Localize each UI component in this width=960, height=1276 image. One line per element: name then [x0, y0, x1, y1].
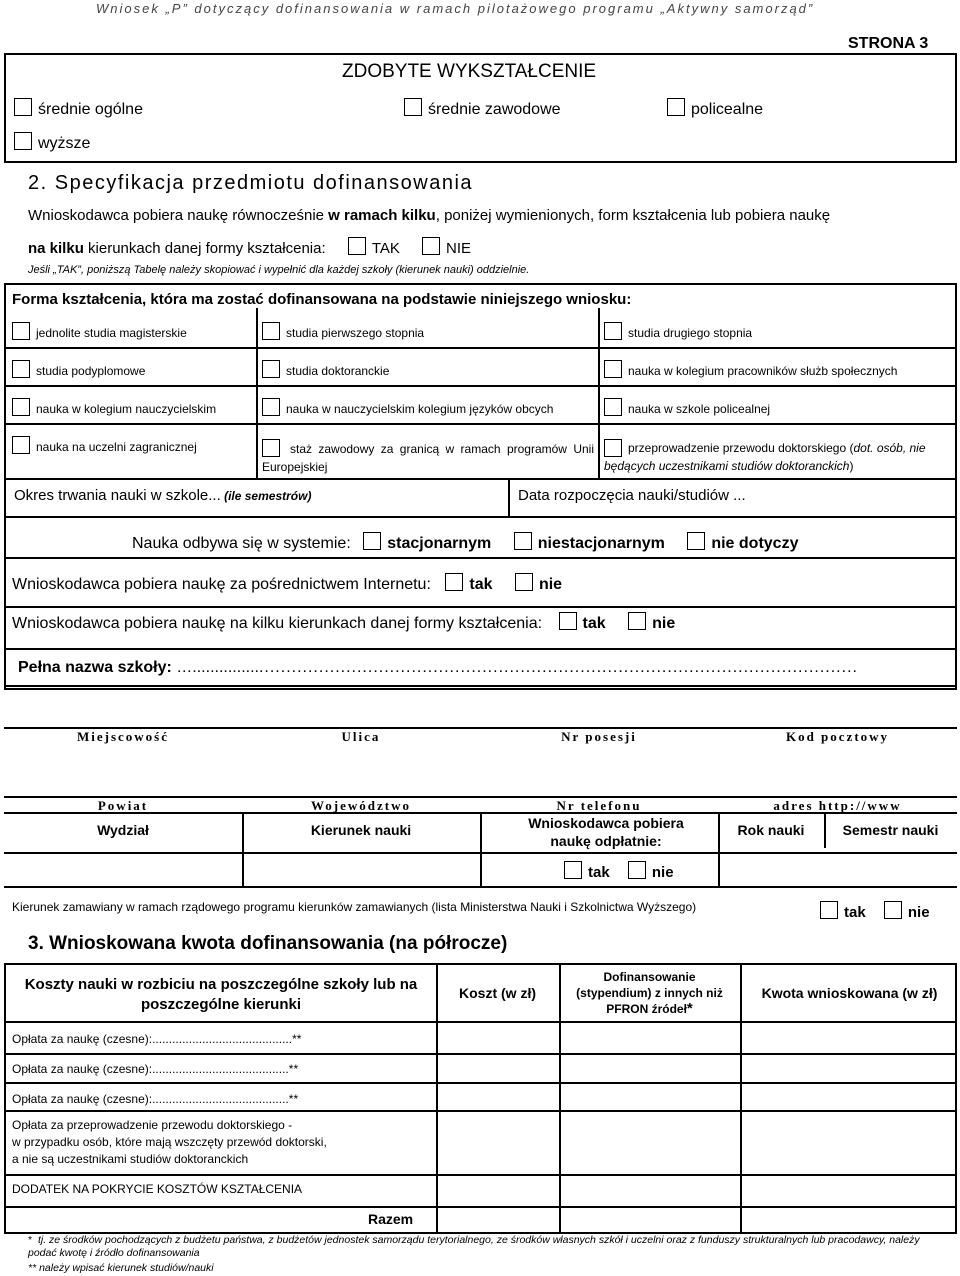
system-option-stacjonarnym[interactable]: stacjonarnym [363, 535, 491, 552]
internet-no[interactable]: nie [515, 576, 562, 593]
fee-row-3[interactable]: Opłata za naukę (czesne):.........................................** [12, 1092, 299, 1106]
nie-option[interactable]: NIE [422, 240, 471, 257]
kilku-no[interactable]: nie [628, 615, 675, 632]
forma-option-12[interactable]: przeprowadzenie przewodu doktorskiego (dot. osób, nie będących uczestnikami studiów doktoranckich) [604, 441, 926, 473]
internet-row: Wnioskodawca pobiera naukę za pośrednictwem Internetu: tak nie [12, 576, 562, 594]
checkbox-icon[interactable] [262, 322, 280, 340]
forma-option-1[interactable]: jednolite studia magisterskie [12, 325, 187, 343]
forma-title: Forma kształcenia, która ma zostać dofinansowana na podstawie niniejszego wniosku: [12, 291, 632, 308]
running-header: Wniosek „P” dotyczący dofinansowania w ramach pilotażowego programu „Aktywny samorząd” [96, 1, 815, 16]
forma-option-6[interactable]: nauka w kolegium pracowników służb społecznych [604, 363, 897, 381]
checkbox-icon[interactable] [559, 612, 577, 630]
paid-yes[interactable]: tak [564, 864, 610, 881]
zamawiany-no[interactable]: nie [884, 904, 930, 921]
checkbox-icon[interactable] [14, 98, 32, 116]
checkbox-icon[interactable] [12, 322, 30, 340]
zamawiany-yes[interactable]: tak [820, 904, 866, 921]
details-table: Wydział Kierunek nauki Wnioskodawca pobiera naukę odpłatnie: Rok nauki Semestr nauki tak nie [4, 812, 957, 888]
fee-row-doctoral[interactable]: Opłata za przeprowadzenie przewodu doktorskiego - w przypadku osób, które mają wszczęty przewód doktorski, a nie są uczestnikami studiów doktoranckich [12, 1118, 327, 1166]
checkbox-icon[interactable] [262, 360, 280, 378]
forma-frame [4, 283, 957, 687]
checkbox-icon[interactable] [628, 861, 646, 879]
education-option-wyzsze[interactable]: wyższe [14, 135, 90, 153]
tak-option[interactable]: TAK [348, 240, 400, 257]
checkbox-icon[interactable] [12, 360, 30, 378]
internet-yes[interactable]: tak [445, 576, 492, 593]
forma-option-4[interactable]: studia podyplomowe [12, 363, 145, 381]
checkbox-icon[interactable] [564, 861, 582, 879]
checkbox-icon[interactable] [404, 98, 422, 116]
zamawiany-row: Kierunek zamawiany w ramach rządowego programu kierunków zamawianych (lista Ministerstwa Nauki i Szkolnictwa Wyższego) tak nie [12, 900, 930, 921]
forma-option-5[interactable]: studia doktoranckie [262, 363, 389, 381]
dodatek-row[interactable]: DODATEK NA POKRYCIE KOSZTÓW KSZTAŁCENIA [12, 1182, 303, 1196]
checkbox-icon[interactable] [515, 573, 533, 591]
education-option-ogolne[interactable]: średnie ogólne [14, 101, 143, 119]
checkbox-icon[interactable] [12, 436, 30, 454]
checkbox-icon[interactable] [604, 398, 622, 416]
costs-table: Koszty nauki w rozbiciu na poszczególne szkoły lub na poszczególne kierunki Koszt (w zł) Dofinansowanie (stypendium) z innych niż PFRON źródeł* Kwota wnioskowana (w zł) Opłata za naukę (czesne):..........................................** Opłata za naukę (czesne):.........................................** Opłata za naukę (czesne):.........................................** Opłata za przeprowadzenie przewodu doktorskiego - w przypadku osób, które mają wszczęty przewód doktorski, a nie są uczestnikami studiów doktoranckich DODATEK NA POKRYCIE KOSZTÓW KSZTAŁCENIA Razem [4, 963, 957, 1234]
page-label: STRONA 3 [848, 35, 929, 52]
checkbox-icon[interactable] [348, 237, 366, 255]
address-row1-header: Miejscowość Ulica Nr posesji Kod pocztowy [4, 727, 957, 729]
section2-heading: 2. Specyfikacja przedmiotu dofinansowania [28, 172, 474, 194]
checkbox-icon[interactable] [820, 901, 838, 919]
forma-option-9[interactable]: nauka w szkole policealnej [604, 401, 770, 419]
address-row2-header: Powiat Województwo Nr telefonu adres http://www [4, 796, 957, 798]
checkbox-icon[interactable] [14, 132, 32, 150]
forma-option-3[interactable]: studia drugiego stopnia [604, 325, 752, 343]
checkbox-icon[interactable] [604, 360, 622, 378]
checkbox-icon[interactable] [667, 98, 685, 116]
checkbox-icon[interactable] [262, 439, 280, 457]
forma-option-7[interactable]: nauka w kolegium nauczycielskim [12, 401, 216, 419]
school-name-dots: …............... [171, 659, 259, 676]
education-option-zawodowe[interactable]: średnie zawodowe [404, 101, 561, 119]
checkbox-icon[interactable] [12, 398, 30, 416]
school-name-label: Pełna nazwa szkoły: [18, 659, 172, 676]
checkbox-icon[interactable] [604, 439, 622, 457]
checkbox-icon[interactable] [628, 612, 646, 630]
okres-field[interactable]: Okres trwania nauki w szkole... (ile semestrów) [14, 487, 312, 504]
section2-line1: Wnioskodawca pobiera naukę równocześnie w ramach kilku, poniżej wymienionych, form kształcenia lub pobiera naukę [28, 207, 831, 224]
education-title: ZDOBYTE WYKSZTAŁCENIE [342, 61, 597, 82]
system-row: Nauka odbywa się w systemie: stacjonarnym niestacjonarnym nie dotyczy [132, 535, 798, 553]
checkbox-icon[interactable] [262, 398, 280, 416]
forma-option-8[interactable]: nauka w nauczycielskim kolegium języków obcych [262, 401, 553, 419]
section2-note: Jeśli „TAK”, poniższą Tabelę należy skopiować i wypełnić dla każdej szkoły (kierunek nauki) oddzielnie. [28, 264, 530, 276]
system-option-niestacjonarnym[interactable]: niestacjonarnym [514, 535, 665, 552]
checkbox-icon[interactable] [514, 532, 532, 550]
footnote-2: ** należy wpisać kierunek studiów/nauki [28, 1262, 214, 1274]
forma-option-11[interactable]: staż zawodowy za granicą w ramach programów Unii Europejskiej [262, 439, 594, 476]
forma-option-2[interactable]: studia pierwszego stopnia [262, 325, 424, 343]
checkbox-icon[interactable] [422, 237, 440, 255]
checkbox-icon[interactable] [604, 322, 622, 340]
checkbox-icon[interactable] [687, 532, 705, 550]
system-option-nie-dotyczy[interactable]: nie dotyczy [687, 535, 798, 552]
checkbox-icon[interactable] [363, 532, 381, 550]
fee-row-1[interactable]: Opłata za naukę (czesne):..........................................** [12, 1032, 302, 1046]
education-option-policealne[interactable]: policealne [667, 101, 763, 119]
forma-option-10[interactable]: nauka na uczelni zagranicznej [12, 439, 197, 457]
razem-label: Razem [368, 1211, 414, 1227]
checkbox-icon[interactable] [884, 901, 902, 919]
kilku-yes[interactable]: tak [559, 615, 606, 632]
kilku-row: Wnioskodawca pobiera naukę na kilku kierunkach danej formy kształcenia: tak nie [12, 615, 675, 633]
checkbox-icon[interactable] [445, 573, 463, 591]
paid-no[interactable]: nie [628, 864, 674, 881]
details-paid-options [564, 864, 674, 882]
section2-line2: na kilku kierunkach danej formy kształcenia: TAK NIE [28, 240, 471, 258]
section3-heading: 3. Wnioskowana kwota dofinansowania (na półrocze) [28, 933, 508, 954]
school-name-box[interactable]: Pełna nazwa szkoły: …............................................................................................................................. [4, 648, 957, 690]
footnote-1: * tj. ze środków pochodzących z budżetu państwa, z budżetów jednostek samorządu terytorialnego, ze środków własnych szkół i uczelni oraz z funduszy strukturalnych lub pracodawcy, należy podać kwotę i źródło dofinansowania [28, 1234, 920, 1259]
education-box [4, 53, 957, 163]
fee-row-2[interactable]: Opłata za naukę (czesne):.........................................** [12, 1062, 299, 1076]
start-date-field[interactable]: Data rozpoczęcia nauki/studiów ... [518, 487, 746, 504]
